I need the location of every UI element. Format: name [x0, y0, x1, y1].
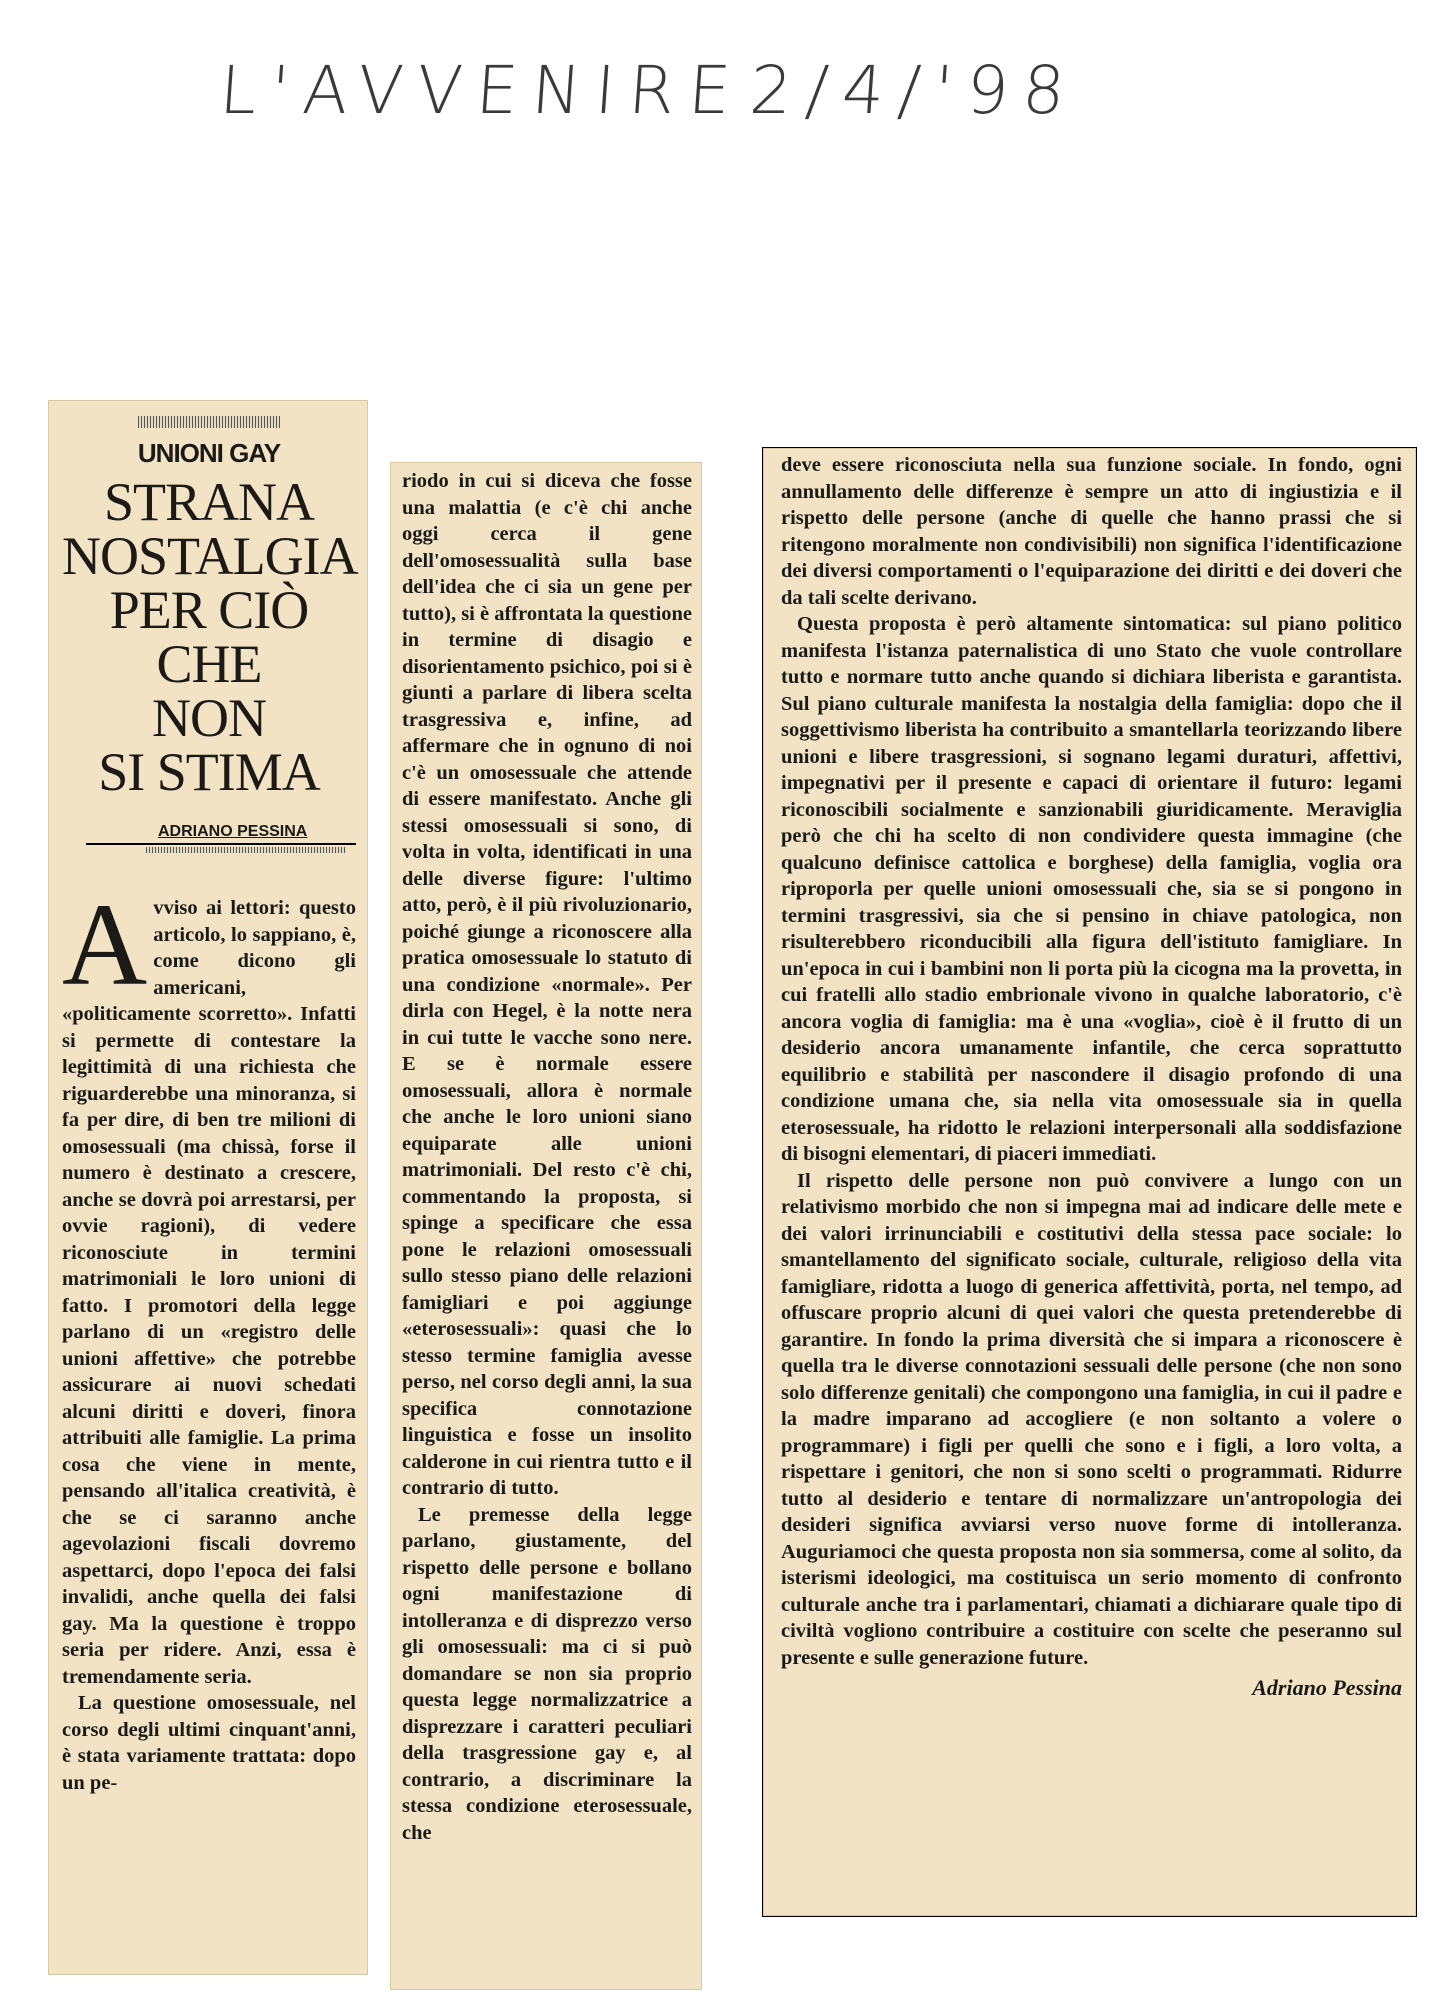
headline-line: NOSTALGIA: [62, 526, 358, 586]
article-body-column-1: [62, 879, 356, 1796]
drop-cap: A: [62, 879, 148, 1010]
article-column-1: [48, 400, 368, 1975]
paragraph: Questa proposta è però altamente sintomatica: sul piano politico manifesta l'istanza paternalistica di uno Stato che vuole controllare tutto e normare tutto anche quando si dichiara liberista e garantista. Sul piano culturale manifesta la nostalgia della famiglia: dopo che il soggettivismo liberista ha contribuito a smantellarla teorizzando libere unioni e libere trasgressioni, si sognano legami duraturi, affettivi, impegnativi per il presente e capaci di orientare il futuro: legami riconoscibili socialmente e sanzionabili giuridicamente. Meraviglia però che chi ha scelto di non condividere questa immagine (che qualcuno definisce cattolica e borghese) della famiglia, voglia ora riproporla per quelle unioni omosessuali che, sia se si pongono in termini trasgressivi, sia che si pensino in chiave patologica, non risulterebbero riconducibili alla figura dell'istituto famigliare. In un'epoca in cui i bambini non li porta più la cicogna ma la provetta, in cui fratelli allo stadio embrionale vivono in qualche laboratorio, c'è ancora voglia di famiglia: ma è una «voglia», cioè è il frutto di un desiderio ancora umanamente infantile, che cerca soprattutto equilibrio e stabilità per nascondere il disagio profondo di una condizione umana che, sia nella vita omosessuale sia in quella eterosessuale, ha ridotto le relazioni interpersonali alla soddisfazione di bisogni elementari, di piaceri immediati.: [781, 613, 1402, 1165]
paragraph: Il rispetto delle persone non può convivere a lungo con un relativismo morbido che non si impegna mai ad indicare delle mete e dei valori irrinunciabili e costitutivi della stessa pace sociale: lo smantellamento del significato sociale, culturale, religioso della vita famigliare, ridotta a luogo di generica affettività, porta, nel tempo, ad offuscare proprio alcuni di quei valori che questa pretenderebbe di garantire. In fondo la prima diversità che si impara a riconoscere è quella tra le diverse connotazioni sessuali delle persone (che non sono solo differenze genitali) che compongono una famiglia, in cui il padre e la madre imparano ad accogliere (e non soltanto a volere o programmare) i figli per quelli che sono e i figli, a loro volta, a rispettare i genitori, che non si sono scelti o programmati. Ridurre tutto al desiderio e tentare di normalizzare un'antropologia dei desideri significa avviarsi verso nuove forme di intolleranza. Auguriamoci che questa proposta non sia sommersa, come al solito, da isterismi ideologici, ma costituisca un serio momento di confronto culturale anche tra i parlamentari, chiamati a dichiarare quale tipo di civiltà vogliono contribuire a costituire con scelte che peseranno sul presente e sulle generazione future.: [781, 1169, 1402, 1669]
article-column-3: [762, 447, 1417, 1917]
byline-rule: [86, 823, 356, 853]
decorative-rule: [138, 416, 280, 428]
article-column-2: [390, 462, 702, 1990]
article-signature: Adriano Pessina: [1252, 1675, 1402, 1700]
headline-line: CHE: [156, 634, 262, 694]
paragraph: Le premesse della legge parlano, giustamente, del rispetto delle persone e bollano ogni manifestazione di intolleranza e di disprezzo verso gli omosessuali: ma ci si può domandare se non sia proprio questa legge normalizzatrice a disprezzare i caratteri peculiari della trasgressione gay e, al contrario, a discriminare la stessa condizione eterosessuale, che: [402, 1503, 692, 1844]
paragraph: [62, 879, 356, 1690]
headline-line: PER CIÒ: [109, 580, 309, 640]
headline-line: SI STIMA: [98, 742, 320, 802]
decorative-rule: [146, 847, 346, 853]
paragraph-text: vviso ai lettori: questo articolo, lo sappiano, è, come dicono gli americani, «politicamente scorretto». Infatti si permette di contestare la legittimità di una richiesta che riguarderebbe una minoranza, si fa per dire, di ben tre milioni di omosessuali (ma chissà, forse il numero è destinato a crescere, anche se dovrà poi arrestarsi, per ovvie ragioni), di vedere riconosciute in termini matrimoniali le loro unioni di fatto. I promotori della legge parlano di un «registro delle unioni affettive» che potrebbe assicurare ai nuovi schedati alcuni diritti e doveri, finora attribuiti alle famiglie. La prima cosa che viene in mente, pensando all'italica creatività, è che se ci saranno anche agevolazioni fiscali dovremo aspettarci, dopo l'epoca dei falsi invalidi, anche quella dei falsi gay. Ma la questione è troppo seria per ridere. Anzi, essa è tremendamente seria.: [62, 897, 356, 1688]
article-byline: ADRIANO PESSINA: [158, 823, 308, 840]
article-body-column-3: [781, 452, 1402, 1671]
article-headline: [62, 472, 358, 802]
paragraph: deve essere riconosciuta nella sua funzione sociale. In fondo, ogni annullamento delle differenze è sempre un atto di ingiustizia e il rispetto delle persone (anche di quelle che hanno prassi che si ritengono moralmente non condivisibili) non significa l'identificazione dei diversi comportamenti o l'equiparazione dei diritti e dei doveri che da tali scelte derivano.: [781, 454, 1402, 609]
paragraph: La questione omosessuale, nel corso degli ultimi cinquant'anni, è stata variamente trattata: dopo un pe-: [62, 1692, 356, 1794]
handwritten-annotation: [217, 52, 1082, 129]
article-kicker: UNIONI GAY: [137, 438, 281, 468]
headline-line: STRANA: [103, 472, 315, 532]
headline-line: NON: [152, 688, 266, 748]
handwritten-date: 2/4/'98: [747, 52, 1082, 129]
handwritten-source: L'AVVENIRE: [217, 52, 747, 129]
article-body-column-2: [402, 468, 692, 1846]
paragraph: riodo in cui si diceva che fosse una malattia (e c'è chi anche oggi cerca il gene dell'omosessualità sulla base dell'idea che ci sia un gene per tutto), si è affrontata la questione in termine di disagio e disorientamento psichico, poi si è giunti a parlare di libera scelta trasgressiva e, infine, ad affermare che in ognuno di noi c'è un omosessuale che attende di essere manifestato. Anche gli stessi omosessuali si sono, di volta in volta, identificati in una delle diverse figure: l'ultimo atto, però, è il più rivoluzionario, poiché giunge a riconoscere alla pratica omosessuale lo statuto di una condizione «normale». Per dirla con Hegel, è la notte nera in cui tutte le vacche sono nere. E se è normale essere omosessuali, allora è normale che anche le loro unioni siano equiparate alle unioni matrimoniali. Del resto c'è chi, commentando la proposta, si spinge a specificare che essa pone le relazioni omosessuali sullo stesso piano delle relazioni famigliari e poi aggiunge «eterosessuali»: quasi che lo stesso termine famiglia avesse perso, nel corso degli anni, la sua specifica connotazione linguistica e fosse un insolito calderone in cui rientra tutto e il contrario di tutto.: [402, 470, 693, 1499]
